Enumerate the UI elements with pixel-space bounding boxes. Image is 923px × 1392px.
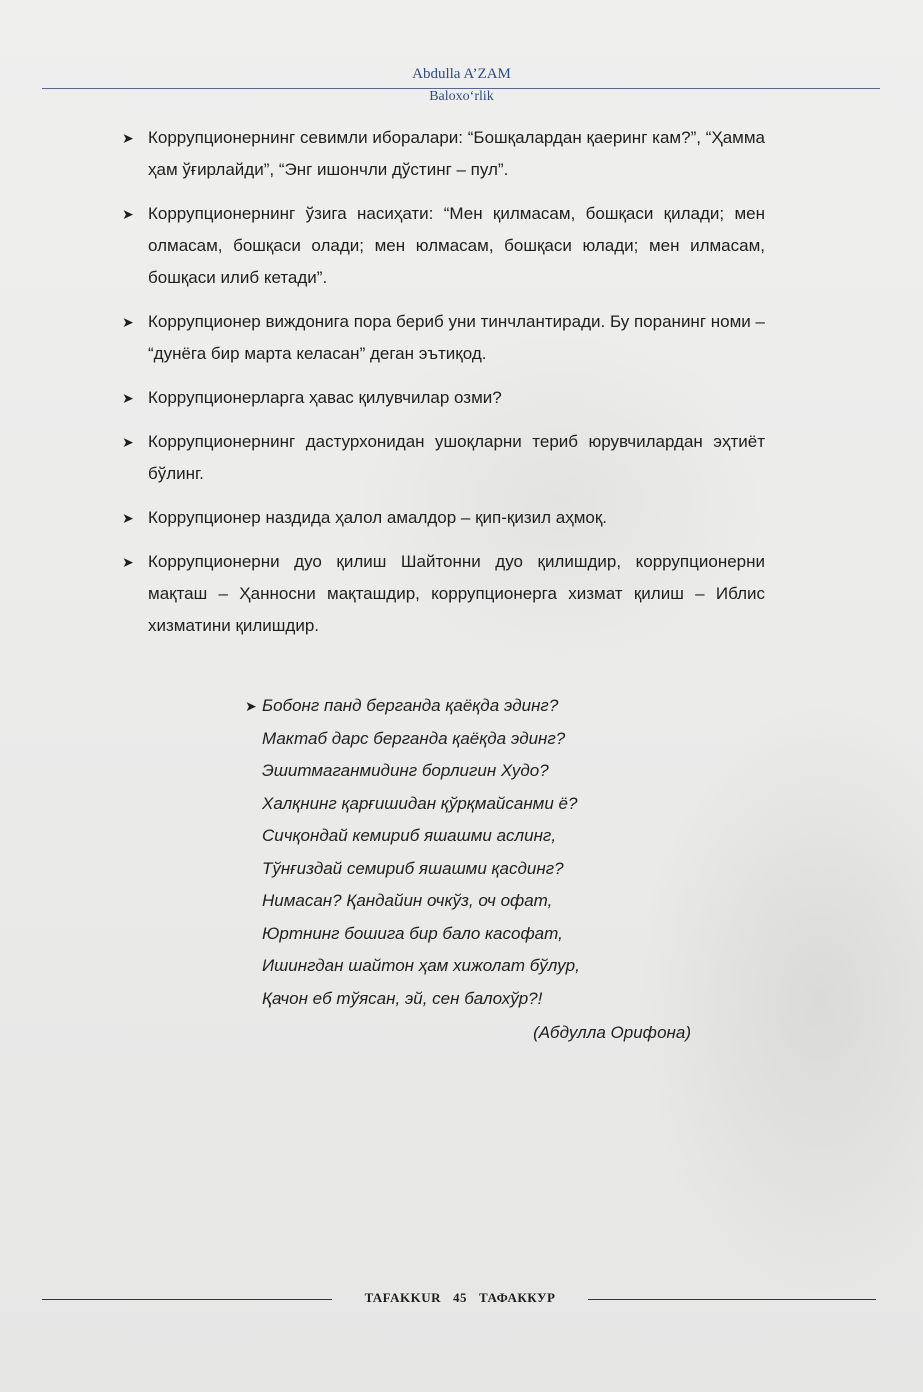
- poem-attribution: (Абдулла Орифона): [533, 1023, 691, 1042]
- arrow-bullet-icon: ➤: [122, 510, 134, 526]
- arrow-bullet-icon: ➤: [122, 434, 134, 450]
- poem-line: Нимасан? Қандайин очкўз, оч офат,: [262, 891, 553, 910]
- running-header-title: Baloxo‘rlik: [429, 89, 494, 104]
- footer-rule-left: [42, 1299, 332, 1300]
- page-number: 45: [453, 1290, 468, 1305]
- aphorism-list: [120, 122, 765, 654]
- poem-line: Эшитмаганмидинг борлигин Худо?: [262, 761, 549, 780]
- poem-line: Қачон еб тўясан, эй, сен балохўр?!: [262, 988, 543, 1008]
- page-footer: [332, 1290, 588, 1306]
- poem-line: ➤ Бобонг панд берганда қаёқда эдинг?: [245, 690, 705, 723]
- arrow-bullet-icon: ➤: [122, 130, 134, 146]
- poem-line: Юртнинг бошига бир бало касофат,: [262, 923, 563, 943]
- arrow-bullet-icon: ➤: [245, 698, 257, 714]
- footer-journal-cyrillic: ТАФАККУР: [479, 1290, 556, 1305]
- poem: [245, 690, 705, 1049]
- aphorism-item: ➤ Коррупционерни дуо қилиш Шайтонни дуо қилишдир, коррупционерни мақташ – Ҳанносни мақташдир, коррупционерга хизмат қилиш – Иблис хизматини қилишдир.: [120, 546, 765, 642]
- footer-journal-latin: TAFAKKUR: [364, 1290, 442, 1305]
- arrow-bullet-icon: ➤: [122, 390, 134, 406]
- arrow-bullet-icon: ➤: [122, 314, 134, 330]
- footer-rule-right: [588, 1299, 876, 1300]
- arrow-bullet-icon: ➤: [122, 206, 134, 222]
- aphorism-item: ➤ Коррупционернинг севимли иборалари: “Бошқалардан қаеринг кам?”, “Ҳамма ҳам ўғирлайди”, “Энг ишончли дўстинг – пул”.: [120, 122, 765, 186]
- poem-line: Тўнғиздай семириб яшашми қасдинг?: [262, 858, 564, 878]
- arrow-bullet-icon: ➤: [122, 554, 134, 570]
- poem-line: Мактаб дарс берганда қаёқда эдинг?: [262, 728, 566, 748]
- aphorism-item: ➤ Коррупционернинг дастурхонидан ушоқларни териб юрувчилардан эҳтиёт бўлинг.: [120, 426, 765, 490]
- poem-line: Халқнинг қарғишидан қўрқмайсанми ё?: [262, 793, 578, 813]
- aphorism-item: ➤ Коррупционер наздида ҳалол амалдор – қип-қизил аҳмоқ.: [120, 502, 765, 534]
- aphorism-item: ➤ Коррупционернинг ўзига насиҳати: “Мен қилмасам, бошқаси қилади; мен олмасам, бошқаси олади; мен юлмасам, бошқаси юлади; мен илмасам, бошқаси илиб кетади”.: [120, 198, 765, 294]
- aphorism-item: ➤ Коррупционер виждонига пора бериб уни тинчлантиради. Бу поранинг номи – “дунёга бир марта келасан” деган эътиқод.: [120, 306, 765, 370]
- aphorism-item: ➤ Коррупционерларга ҳавас қилувчилар озми?: [120, 382, 765, 414]
- poem-line: Сичқондай кемириб яшашми аслинг,: [262, 826, 557, 845]
- poem-line: Ишингдан шайтон ҳам хижолат бўлур,: [262, 956, 580, 975]
- running-header-author: Abdulla A’ZAM: [412, 66, 511, 82]
